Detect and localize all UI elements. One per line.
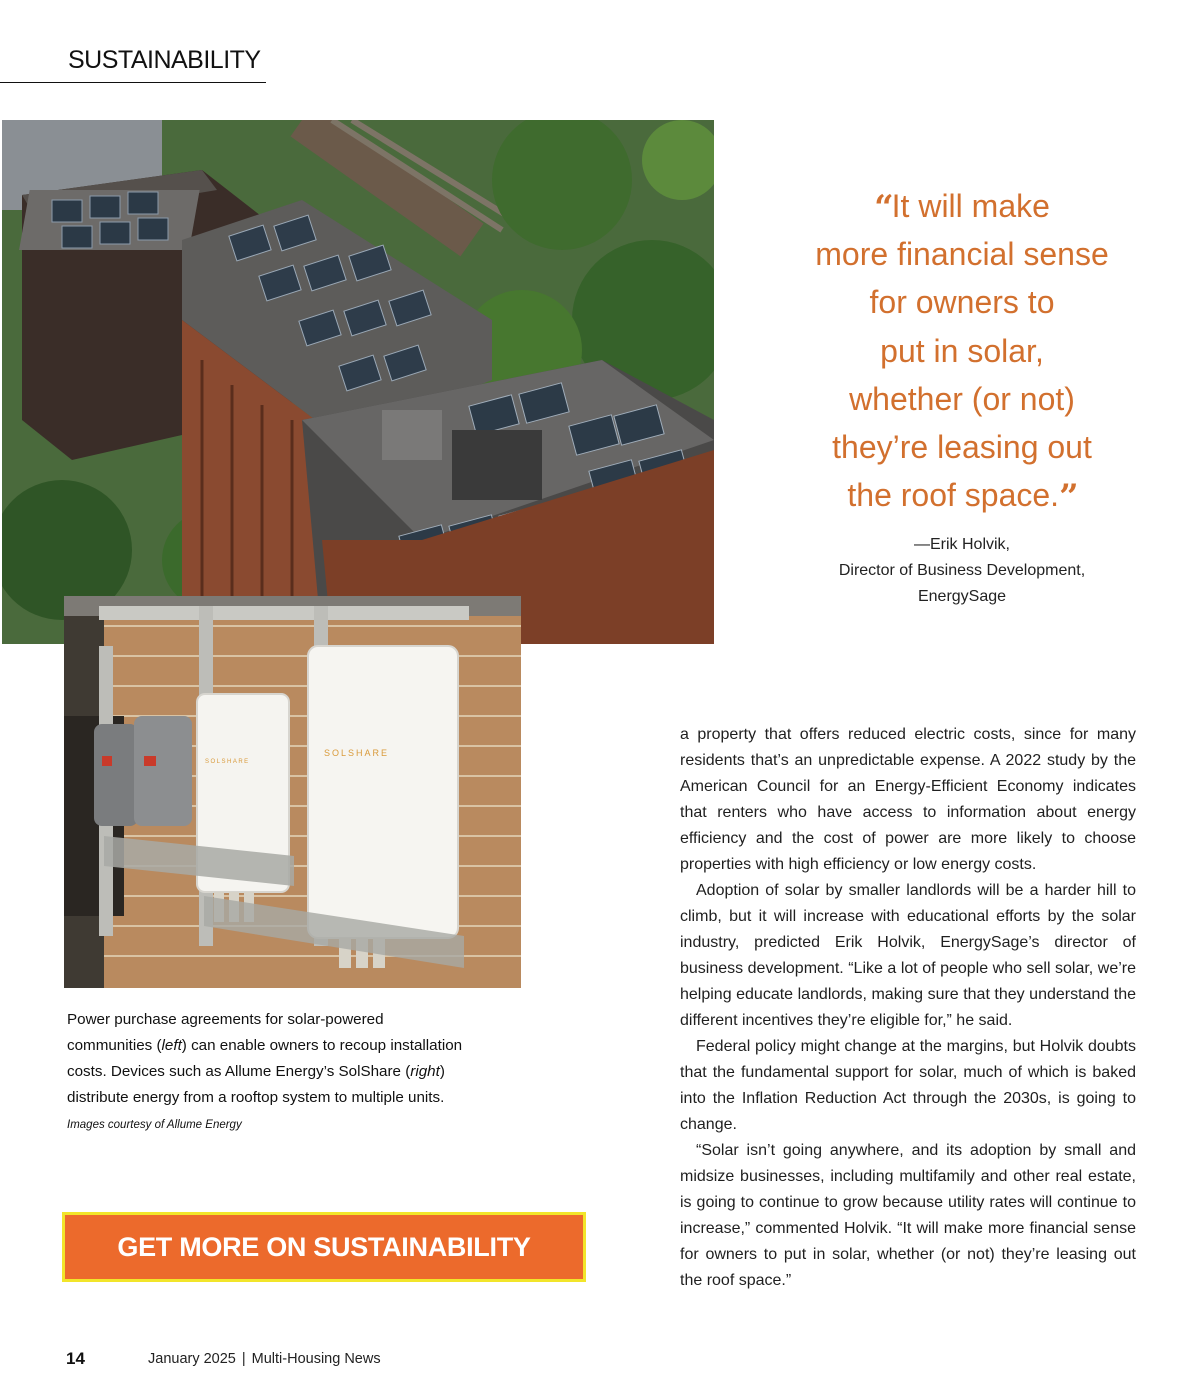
footer-publication — [148, 1351, 381, 1367]
issue-date: January 2025 — [148, 1351, 236, 1367]
article-body — [680, 722, 1136, 1294]
article-paragraph: Federal policy might change at the margins, but Holvik doubts that the fundamental support for solar, much of which is baked into the Inflation Reduction Act through the 2030s, is going to change. — [680, 1038, 1136, 1133]
close-quote-mark: ” — [1059, 477, 1077, 518]
article-paragraph: a property that offers reduced electric costs, since for many residents that’s an unpredictable expense. A 2022 study by the American Council for an Energy-Efficient Economy indicates that renters who have access to information about energy efficiency and the cost of power are more likely to choose properties with high efficiency or low energy costs. — [680, 726, 1136, 873]
footer-separator: | — [241, 1351, 246, 1367]
publication-name: Multi-Housing News — [251, 1351, 381, 1367]
pull-quote-line: the roof space.” — [847, 477, 1077, 518]
cta-label: GET MORE ON SUSTAINABILITY — [117, 1231, 531, 1262]
attribution-name: —Erik Holvik, — [913, 536, 1010, 553]
get-more-sustainability-button[interactable] — [62, 1212, 586, 1282]
section-divider — [0, 82, 266, 83]
pull-quote-line: more financial sense — [815, 236, 1109, 273]
article-paragraph: Adoption of solar by smaller landlords will be a harder hill to climb, but it will increase with educational efforts by the solar industry, predicted Erik Holvik, EnergySage’s director of business development. “Like a lot of people who sell solar, we’re helping educate landlords, making sure that they understand the different incentives they’re eligible for,” he said. — [680, 882, 1136, 1029]
rooftop-solar-photo — [2, 120, 714, 644]
pull-quote — [770, 182, 1154, 519]
article-paragraph: “Solar isn’t going anywhere, and its adoption by small and midsize businesses, including multifamily and other real estate, is going to continue to grow because utility rates will continue to increase,” commented Holvik. “It will make more financial sense for owners to put in solar, whether (or not) they’re leasing out the roof space.” — [680, 1142, 1136, 1289]
photo-credit: Images courtesy of Allume Energy — [67, 1119, 242, 1131]
section-label: SUSTAINABILITY — [68, 46, 261, 74]
pull-quote-line: put in solar, — [880, 332, 1044, 369]
rooftop-solar-illustration — [2, 120, 714, 644]
solshare-equipment-photo — [64, 596, 521, 988]
open-quote-mark: “ — [874, 188, 892, 228]
photo-caption: Power purchase agreements for solar-powered communities (left) can enable owners to recoup installation costs. Devices such as Allume Energy’s SolShare (right) distribute energy from a rooftop system to multiple units. Images courtesy of Allume Energy — [67, 1011, 463, 1131]
solshare-equipment-illustration — [64, 596, 521, 988]
attribution-title: Director of Business Development, — [838, 562, 1086, 579]
attribution-org: EnergySage — [917, 588, 1007, 605]
solshare-label-left: SOLSHARE — [205, 759, 250, 765]
pull-quote-line: “It will make — [874, 188, 1050, 228]
pull-quote-line: whether (or not) — [849, 380, 1075, 417]
solshare-label-right: SOLSHARE — [324, 748, 390, 758]
pull-quote-line: they’re leasing out — [832, 429, 1092, 466]
pull-quote-attribution — [770, 532, 1154, 610]
pull-quote-line: for owners to — [869, 284, 1055, 321]
page-number: 14 — [66, 1349, 85, 1368]
